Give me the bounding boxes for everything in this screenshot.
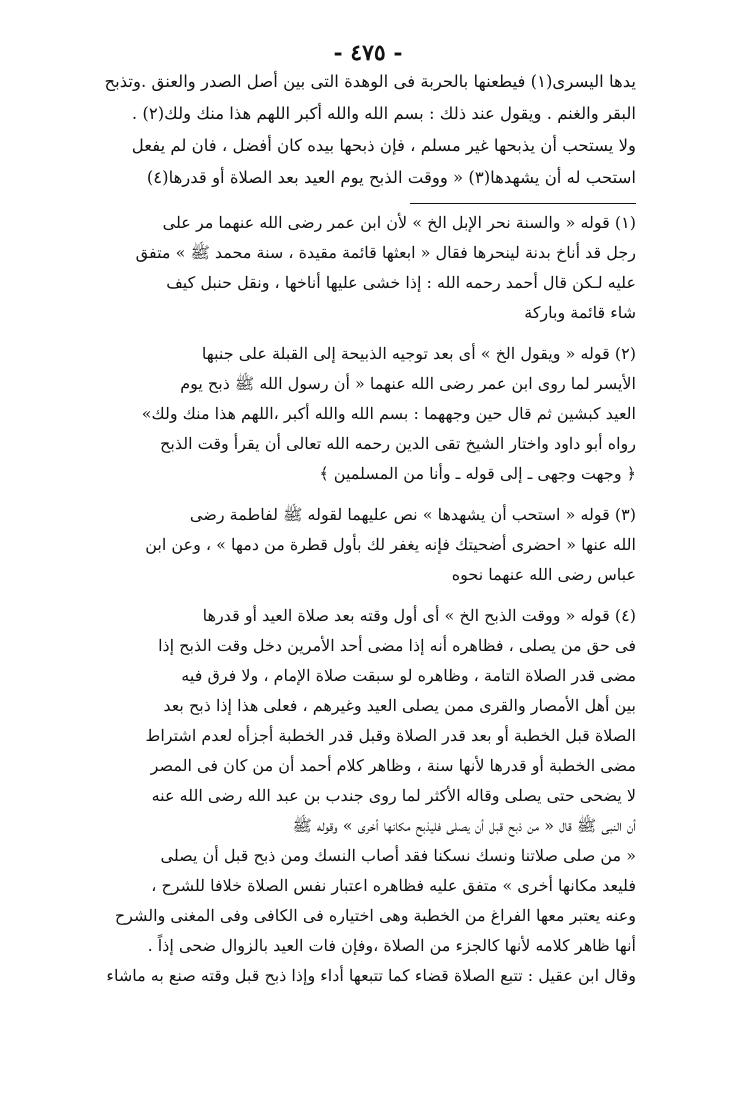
footnote-line: (٢) قوله « ويقول الخ » أى بعد توجيه الذبيحة إلى القبلة على جنبها — [201, 344, 636, 363]
main-text-line: يدها اليسرى(١) فيطعنها بالحربة فى الوهدة التى بين أصل الصدر والعنق .وتذبح — [104, 72, 636, 91]
footnote-line: « من صلى صلاتنا ونسك نسكنا فقد أصاب النسك ومن ذبح قبل أن يصلى — [160, 846, 636, 865]
footnote-line: وعنه يعتبر معها الفراغ من الخطبة وهى اختياره فى الكافى وفى المغنى والشرح — [114, 906, 636, 925]
main-text-line: البقر والغنم . ويقول عند ذلك : بسم الله والله أكبر اللهم هذا منك ولك(٢) . — [131, 104, 636, 123]
footnote-line: وقال ابن عقيل : تتبع الصلاة قضاء كما تتبعها أداء وإذا ذبح قبل وقته صنع به ماشاء — [106, 966, 636, 985]
footnotes — [98, 208, 636, 1002]
main-text — [98, 66, 636, 194]
footnote-line: عباس رضى الله عنهما نحوه — [451, 565, 636, 584]
footnote-line: (٤) قوله « ووقت الذبح الخ » أى أول وقته بعد صلاة العيد أو قدرها — [202, 606, 636, 625]
footnote-line: العيد كبشين ثم قال حين وجههما : بسم الله والله أكبر ،اللهم هذا منك ولك» — [141, 404, 636, 423]
main-text-line: ولا يستحب أن يذبحها غير مسلم ، فإن ذبحها بيده كان أفضل ، فان لم يفعل — [131, 136, 636, 155]
footnote-line: شاء قائمة وباركة — [524, 303, 636, 322]
footnote-line: رجل قد أناخ بدنة لينحرها فقال « ابعثها قائمة مقيدة ، سنة محمد ﷺ » متفق — [135, 243, 636, 262]
footnote-line: أن النبى ﷺ قال « من ذبح قبل أن يصلى فليذبح مكانها أخرى » وقوله ﷺ — [292, 816, 636, 835]
footnote-line: الصلاة قبل الخطبة أو بعد قدر الصلاة وقبل قدر الخطبة أجزأه لعدم اشتراط — [145, 726, 636, 745]
footnote-line: الله عنها « احضرى أضحيتك فإنه يغفر لك بأول قطرة من دمها » ، وعن ابن — [145, 535, 636, 554]
footnote-line: الأيسر لما روى ابن عمر رضى الله عنهما « أن رسول الله ﷺ ذبح يوم — [180, 374, 636, 393]
main-text-line: استحب له أن يشهدها(٣) « ووقت الذبح يوم العيد بعد الصلاة أو قدرها(٤) — [146, 168, 636, 187]
footnote-line: فليعد مكانها أخرى » متفق عليه فظاهره اعتبار نفس الصلاة خلافا للشرح ، — [151, 876, 636, 895]
footnote-2 — [98, 339, 636, 489]
footnote-3 — [98, 500, 636, 590]
footnote-line: مضى الخطبة أو قدرها لأنها سنة ، وظاهر كلام أحمد أن من كان فى المصر — [150, 756, 636, 775]
footnote-line: ﴿ وجهت وجهى ـ إلى قوله ـ وأنا من المسلمين ﴾ — [319, 464, 636, 483]
footnote-1 — [98, 208, 636, 328]
page-number: - ٤٧٥ - — [333, 40, 403, 66]
footnote-line: فى حق من يصلى ، فظاهره أنه إذا مضى أحد الأمرين دخل وقت الذبح إذا — [158, 636, 636, 655]
footnote-line: (١) قوله « والسنة نحر الإبل الخ » لأن ابن عمر رضى الله عنهما مر على — [162, 213, 636, 232]
footnote-line: مضى قدر الصلاة التامة ، وظاهره لو سبقت صلاة الإمام ، ولا فرق فيه — [181, 666, 636, 685]
footnote-line: لا يضحى حتى يصلى وقاله الأكثر لما روى جندب بن عبد الله رضى الله عنه — [151, 786, 636, 805]
footnote-line: عليه لـكن قال أحمد رحمه الله : إذا خشى عليها أناخها ، ونقل حنبل كيف — [166, 273, 636, 292]
footnote-4 — [98, 601, 636, 991]
footnote-line: أنها ظاهر كلامه لأنها كالجزء من الصلاة ،وفإن فات العيد بالزوال ضحى إذاً . — [147, 936, 636, 955]
footnote-line: (٣) قوله « استحب أن يشهدها » نص عليهما لقوله ﷺ لفاطمة رضى — [189, 505, 636, 524]
footnote-line: بين أهل الأمصار والقرى ممن يصلى العيد وغيرهم ، فعلى هذا إذا ذبح بعد — [163, 696, 636, 715]
footnote-separator — [410, 203, 636, 204]
footnote-line: رواه أبو داود واختار الشيخ تقى الدين رحمه الله تعالى أن يقرأ وقت الذبح — [160, 434, 636, 453]
